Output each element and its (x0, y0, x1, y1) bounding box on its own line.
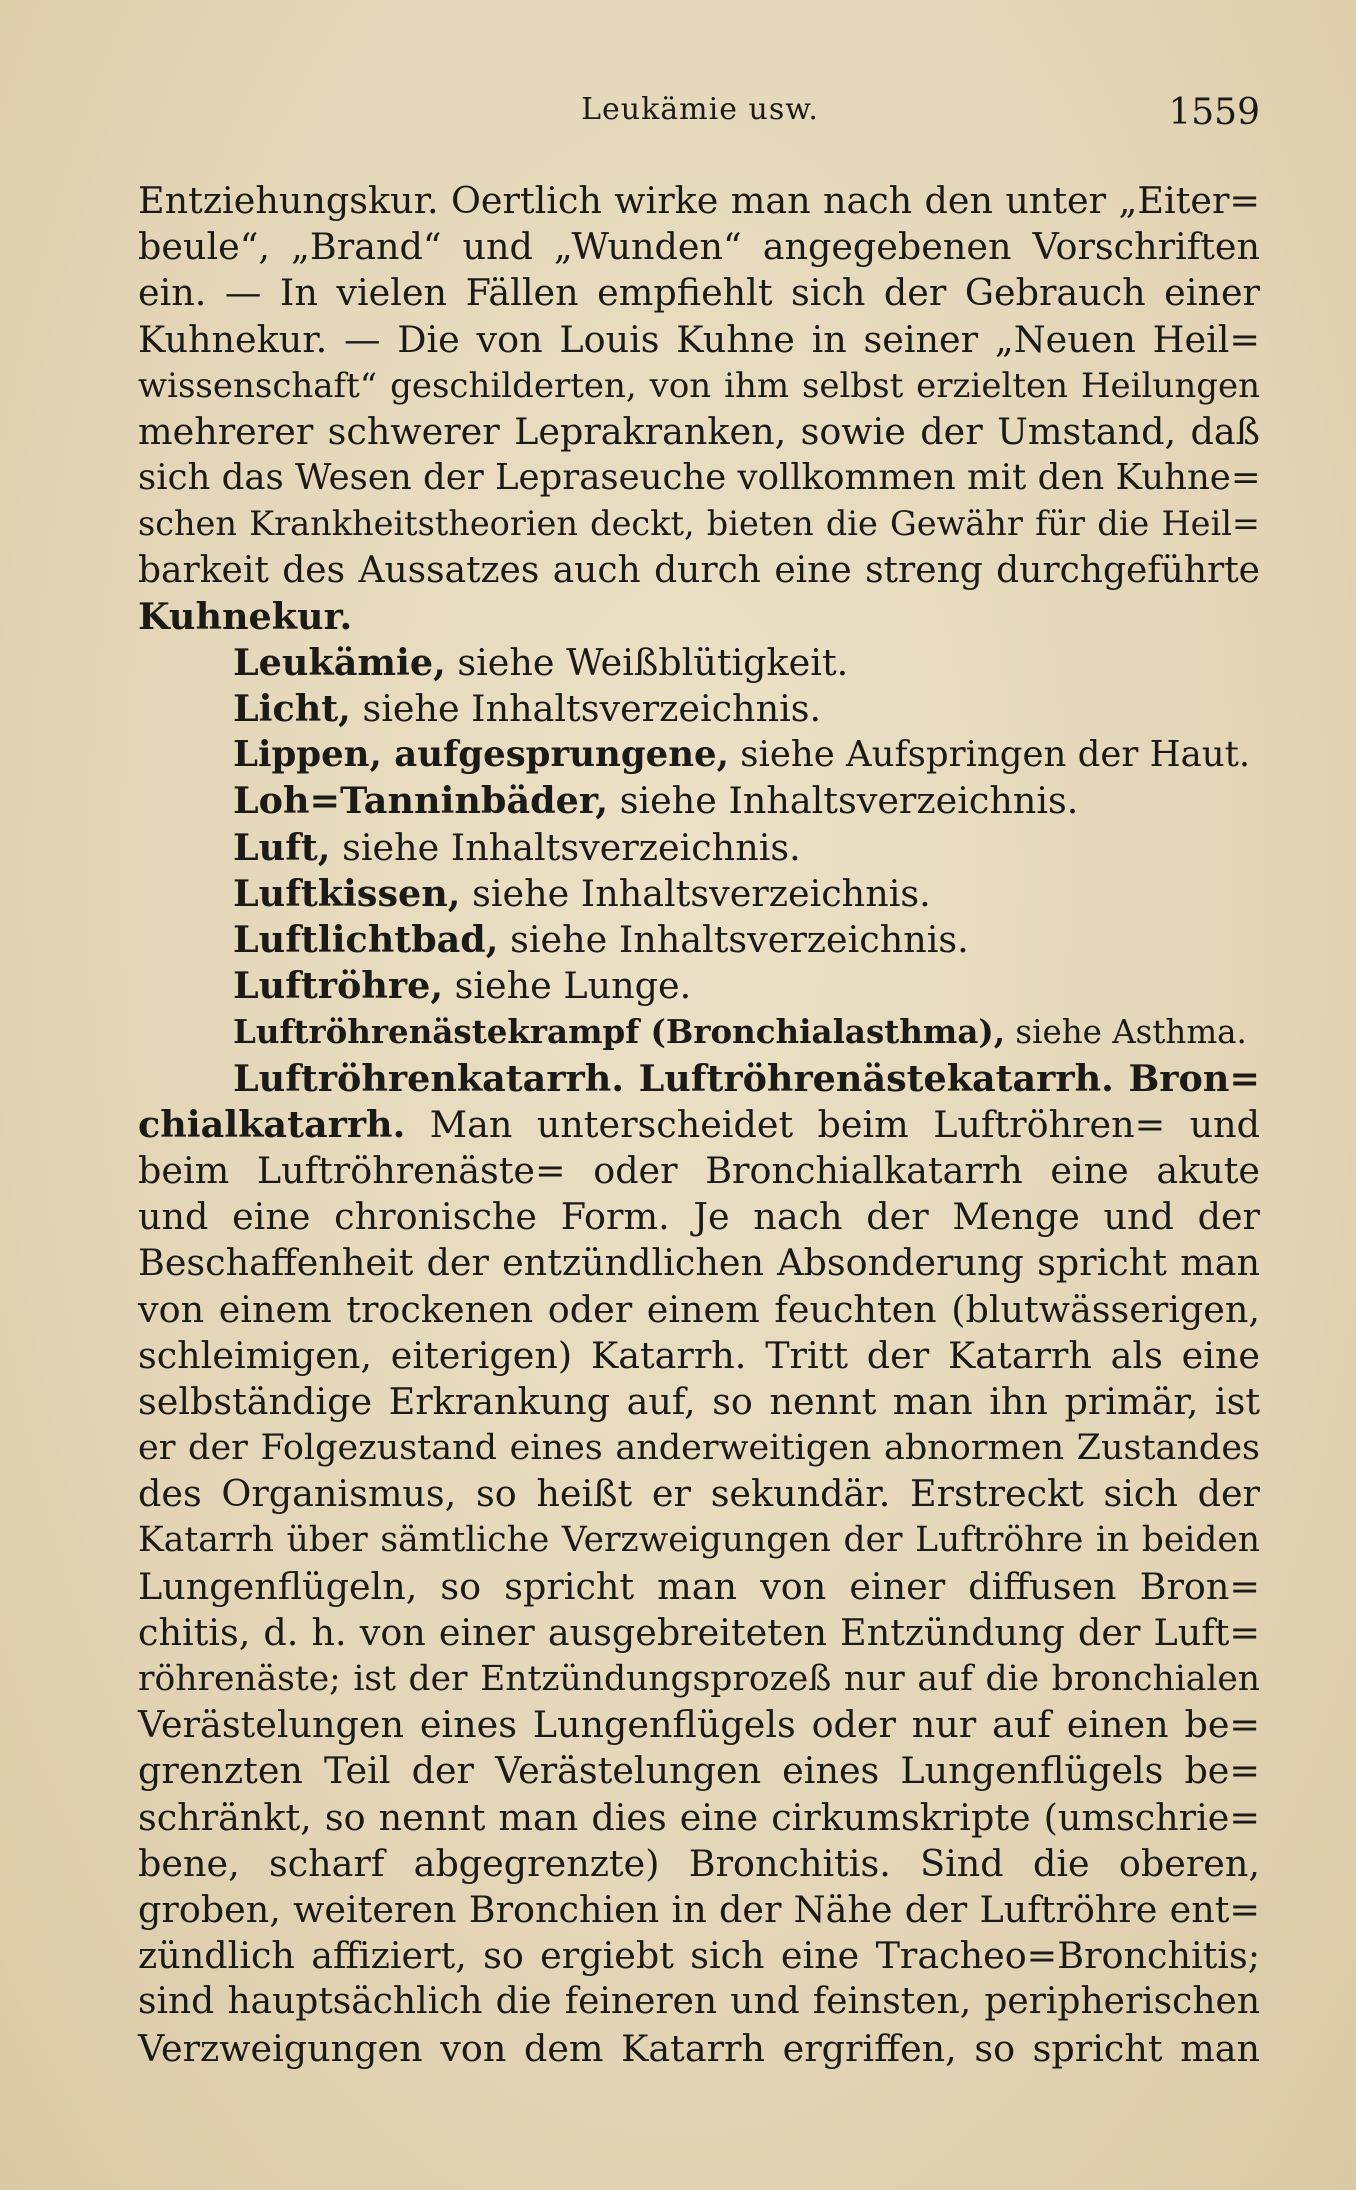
entry-luft (138, 825, 1260, 871)
text-line: schleimigen, eiterigen) Katarrh. Tritt der Katarrh als eine (138, 1333, 1260, 1377)
text-line: beule“, „Brand“ und „Wunden“ angegebenen Vorschriften (138, 225, 1260, 269)
text-line: Katarrh über sämtliche Verzweigungen der Luftröhre in beiden (138, 1520, 1260, 1561)
text-line: selbständige Erkrankung auf, so nennt man ihn primär, ist (138, 1379, 1260, 1423)
running-head: Leukämie usw. (581, 92, 819, 127)
text-line: Kuhnekur. (138, 594, 353, 638)
entry-reference: siehe Inhaltsverzeichnis. (498, 918, 969, 961)
section-heading-continued: chialkatarrh. (138, 1102, 406, 1146)
text-line: ein. — In vielen Fällen empfiehlt sich der Gebrauch einer (138, 271, 1260, 315)
body-text (138, 178, 1260, 2072)
text-line: barkeit des Aussatzes auch durch eine streng durchgeführte (138, 549, 1260, 591)
section-heading: Luftröhrenkatarrh. Luftröhrenästekatarrh. Bron= (233, 1056, 1260, 1100)
entry-headword: Lippen, aufgesprungene, (233, 734, 729, 776)
entry-licht (138, 686, 1260, 732)
entry-reference: siehe Asthma. (1005, 1013, 1247, 1052)
text-line: sind hauptsächlich die feineren und feinsten, peripherischen (138, 1981, 1260, 2023)
entry-headword: Luftröhre, (233, 964, 444, 1008)
text-line: er der Folgezustand eines anderweitigen abnormen Zustandes (138, 1428, 1260, 1469)
text-line: von einem trockenen oder einem feuchten (blutwässerigen, (138, 1287, 1260, 1331)
entry-headword: Licht, (233, 687, 351, 731)
entry-reference: siehe Weißblütigkeit. (445, 640, 849, 684)
paragraph-bronchial-catarrh (138, 1056, 1260, 2072)
text-line: schen Krankheitstheorien deckt, bieten die Gewähr für die Heil= (138, 504, 1260, 544)
entry-reference: siehe Inhaltsverzeichnis. (460, 871, 931, 915)
text-line: und eine chronische Form. Je nach der Menge und der (138, 1195, 1260, 1239)
text-line: Verästelungen eines Lungenflügels oder nur auf einen be= (138, 1703, 1260, 1747)
text-line: zündlich affiziert, so ergiebt sich eine Tracheo=Bronchitis; (138, 1934, 1260, 1978)
entry-luftkissen (138, 871, 1260, 917)
text-span: Man unterscheidet beim Luftröhren= und (405, 1102, 1260, 1146)
entry-headword: Luftröhrenästekrampf (Bronchialasthma), (233, 1012, 1006, 1052)
text-line: Verzweigungen von dem Katarrh ergriffen, so spricht man (138, 2026, 1260, 2070)
entry-reference: siehe Aufspringen der Haut. (729, 734, 1251, 776)
text-line (138, 1102, 1260, 1148)
entry-lippen (138, 732, 1260, 778)
text-line: schränkt, so nennt man dies eine cirkumskripte (umschrie= (138, 1795, 1260, 1839)
entry-luftroehrenaestekrampf (138, 1009, 1260, 1055)
text-line: Beschaffenheit der entzündlichen Absonderung spricht man (138, 1241, 1260, 1285)
text-line: des Organismus, so heißt er sekundär. Erstreckt sich der (138, 1472, 1260, 1516)
entry-luftroehre (138, 963, 1260, 1009)
text-line: röhrenäste; ist der Entzündungsprozeß nur auf die bronchialen (138, 1659, 1260, 1699)
text-line: chitis, d. h. von einer ausgebreiteten Entzündung der Luft= (138, 1610, 1260, 1654)
entry-headword: Luftkissen, (233, 871, 461, 915)
entry-headword: Luft, (233, 825, 331, 869)
text-line: groben, weiteren Bronchien in der Nähe der Luftröhre ent= (138, 1887, 1260, 1931)
text-line: sich das Wesen der Lepraseuche vollkommen mit den Kuhne= (138, 457, 1261, 499)
text-line: Lungenflügeln, so spricht man von einer diffusen Bron= (138, 1564, 1260, 1608)
entry-leukaemie (138, 640, 1260, 686)
text-line: grenzten Teil der Verästelungen eines Lungenflügels be= (138, 1749, 1260, 1793)
entry-headword: Leukämie, (233, 640, 446, 684)
page-number: 1559 (1168, 92, 1260, 133)
entry-luftlichtbad (138, 917, 1260, 963)
entry-headword: Luftlichtbad, (233, 918, 499, 961)
entry-reference: siehe Inhaltsverzeichnis. (350, 687, 822, 731)
entry-loh-tanninbaeder (138, 778, 1260, 824)
text-line: mehrerer schwerer Leprakranken, sowie der Umstand, daß (138, 409, 1260, 453)
entry-reference: siehe Inhaltsverzeichnis. (330, 825, 801, 869)
text-line: bene, scharf abgegrenzte) Bronchitis. Sind die oberen, (138, 1841, 1260, 1885)
cross-reference-list (138, 640, 1260, 1056)
text-line: beim Luftröhrenäste= oder Bronchialkatarrh eine akute (138, 1148, 1260, 1192)
entry-headword: Loh=Tanninbäder, (233, 779, 609, 823)
entry-reference: siehe Inhaltsverzeichnis. (608, 779, 1079, 823)
paragraph-leprosy-treatment (138, 178, 1260, 640)
text-line: Entziehungskur. Oertlich wirke man nach den unter „Eiter= (138, 179, 1260, 222)
entry-reference: siehe Lunge. (443, 964, 692, 1008)
page-header (140, 92, 1260, 142)
text-line: Kuhnekur. — Die von Louis Kuhne in seiner „Neuen Heil= (138, 317, 1260, 361)
text-line: wissenschaft“ geschilderten, von ihm selbst erzielten Heilungen (138, 365, 1260, 406)
